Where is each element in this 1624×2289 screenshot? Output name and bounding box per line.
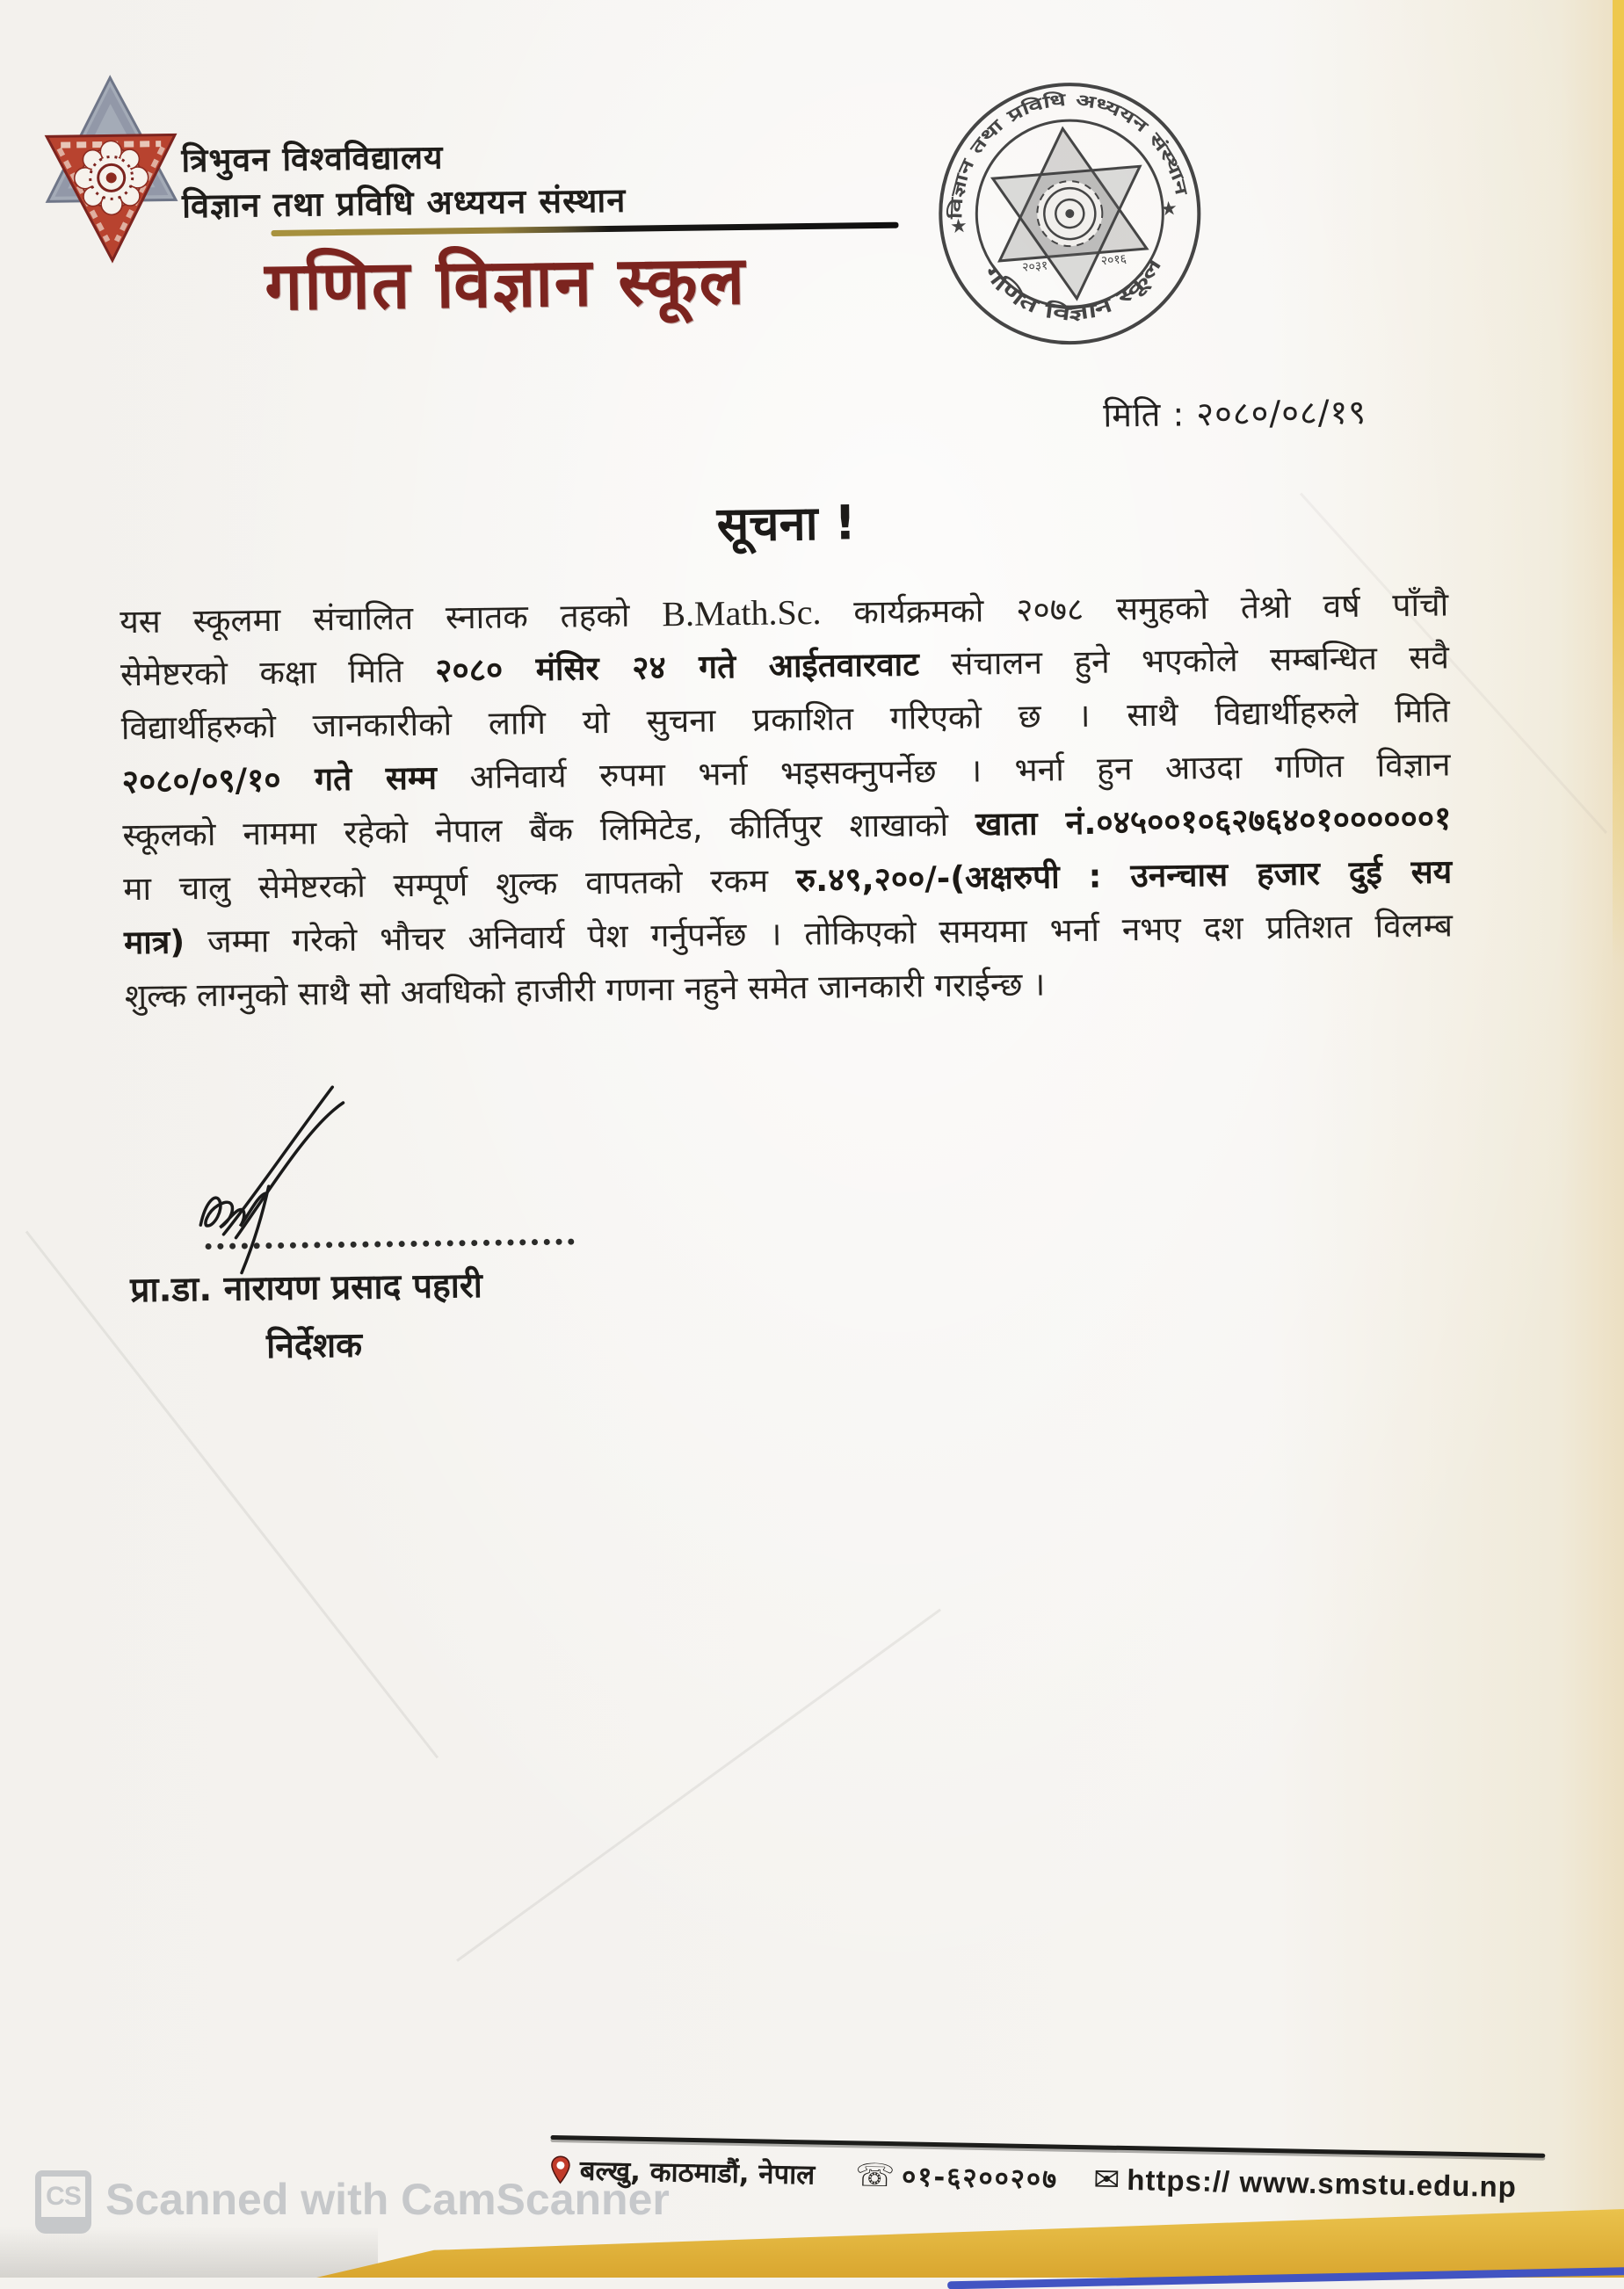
university-name: त्रिभुवन विश्वविद्यालय [181,138,444,180]
body-text: संचालन हुने भएकोले सम्बन्धित सवै [918,638,1450,684]
class-start-date: २०८० मंसिर २४ गते आईतवारवाट [434,645,920,690]
bank-account-number: खाता नं.०४५००१०६२७६४०१००००००१ [975,799,1452,844]
seal-left-star-icon: ★ [949,214,968,239]
seal-year-right: २०१६ [1100,251,1127,269]
phone-icon: ☏ [854,2156,895,2194]
body-text: जम्मा गरेको भौचर अनिवार्य पेश गर्नुपर्नेछ । तोकिएको समयमा भर्ना नभए दश प्रतिशत विलम्ब [184,906,1454,961]
fee-amount-end: मात्र) [123,923,185,962]
signature-dotted-line [205,1204,575,1250]
school-name: गणित विज्ञान स्कूल [264,240,747,326]
body-text: मा चालु सेमेष्टरको सम्पूर्ण शुल्क वापतको रकम [123,861,797,909]
program-name: B.Math.Sc. [662,591,822,634]
notice-title: सूचना ! [716,495,857,553]
body-text: विद्यार्थीहरुको जानकारीको लागि यो सुचना प्रकाशित गरिएको छ । साथै विद्यार्थीहरुले मिति [120,692,1451,748]
tribhuvan-university-emblem-icon [33,71,190,284]
website-url: https:// www.smstu.edu.np [1127,2163,1518,2204]
fee-amount: रु.४९,२००/-(अक्षरुपी : उनन्चास हजार दुई सय [795,852,1453,900]
svg-text:विज्ञान तथा प्रविधि अध्ययन संस: विज्ञान तथा प्रविधि अध्ययन संस्थान [946,90,1191,220]
signatory-name: प्रा.डा. नारायण प्रसाद पहारी [129,1265,483,1311]
school-address: बल्खु, काठमाडौं, नेपाल [579,2155,816,2191]
phone-number: ०१-६२००२०७ [901,2161,1059,2196]
scan-shadow-bottom-left [0,2227,378,2278]
body-text: अनिवार्य रुपमा भर्ना भइसक्नुपर्नेछ । भर्ना हुन आउदा गणित विज्ञान [436,745,1451,797]
envelope-icon: ✉ [1092,2161,1120,2198]
signatory-title: निर्देशक [265,1325,363,1367]
body-text: यस स्कूलमा संचालित स्नातक तहको [120,596,663,641]
camscanner-logo-icon [35,2170,91,2234]
notice-body [120,576,1454,1023]
school-seal-stamp-icon [923,67,1217,361]
svg-text:गणित विज्ञान स्कूल: गणित विज्ञान स्कूल [979,261,1162,326]
institute-name: विज्ञान तथा प्रविधि अध्ययन संस्थान [181,180,627,226]
body-text: सेमेष्टरको कक्षा मिति [120,651,436,694]
letter-date: मिति : २०८०/०८/१९ [1103,392,1367,435]
seal-right-star-icon: ★ [1159,197,1179,221]
camscanner-logo-letters: CS [35,2170,91,2217]
camscanner-watermark [35,2170,670,2234]
body-text: शुल्क लाग्नुको साथै सो अवधिको हाजीरी गणना नहुने समेत जानकारी गराईन्छ । [124,965,1046,1016]
book-edge-right [1613,0,1624,967]
watermark-text: Scanned with CamScanner [105,2175,670,2224]
body-text: स्कूलको नाममा रहेको नेपाल बैंक लिमिटेड, कीर्तिपुर शाखाको [122,805,976,855]
registration-deadline: २०८०/०९/१० गते सम्म [121,758,438,801]
seal-year-left: २०३१ [1021,258,1048,275]
body-text: कार्यक्रमको २०७८ समुहको तेश्रो वर्ष पाँचौ [821,585,1449,632]
camscanner-logo-bar [35,2217,91,2234]
